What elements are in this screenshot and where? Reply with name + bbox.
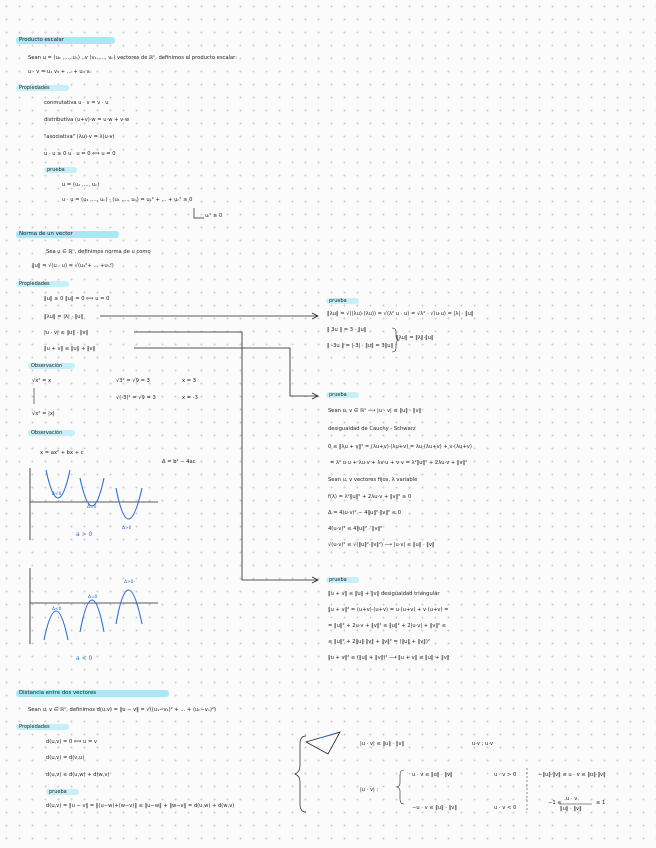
subtitle-observacion: Observación xyxy=(28,363,75,369)
right-note: −1 ≤ xyxy=(548,800,562,806)
right-note: |u · v| : xyxy=(360,787,379,793)
subtitle-propiedades: Propiedades xyxy=(16,281,69,287)
property-item: u · u ≥ 0 u · u = 0 ⟺ u = 0 xyxy=(44,151,116,157)
subtitle-prueba: prueba xyxy=(46,789,79,795)
proof-arrow xyxy=(194,208,204,218)
delta-label: Δ>0 xyxy=(122,526,132,531)
fraction-numerator: u · v xyxy=(566,796,578,802)
text-line: Sean u, v ∈ ℝⁿ, definimos d(u,v) = ‖u − v‖ = √((u₁−v₁)² + ... + (uₙ−vₙ)²) xyxy=(28,707,216,713)
proof-line: u = (u₁ ,..., uₙ) xyxy=(62,182,100,188)
text-line: Sean u = (u₁ ,..., uₙ) , v (v₁ ,..., vₙ) vectores de ℝⁿ, definimos el producto escalar: xyxy=(28,55,237,61)
delta-label: Δ>0 xyxy=(124,580,134,585)
connector-lines xyxy=(100,313,318,583)
subtitle-prueba: prueba xyxy=(326,392,359,398)
section-title-distancia: Distancia entre dos vectores xyxy=(16,690,169,697)
text-line: ‖u‖ = √(u · u) = √(u₁²+ ... +uₙ²) xyxy=(32,263,114,269)
proof-line: ‖ 3u ‖ = 3 · ‖u‖ xyxy=(327,327,367,333)
obs-line: √3² = √9 = 3 xyxy=(116,378,150,384)
right-note: u · v ≤ ‖u‖ · ‖v‖ xyxy=(412,772,453,778)
distance-property: d(u,v) = 0 ⟺ u = v xyxy=(46,739,98,745)
triangle-vector xyxy=(320,733,338,738)
proof-line: ‖u + v‖² = (u+v)·(u+v) = u·(u+v) + v·(u+v) = xyxy=(328,607,449,613)
right-note: u · v > 0 xyxy=(494,772,517,778)
delta-label: Δ=0 xyxy=(87,505,97,510)
right-note: |u · v| ≤ ‖u‖ · ‖v‖ xyxy=(360,741,405,747)
right-note: u · v < 0 xyxy=(494,805,517,811)
proof-line: 0 ≤ ‖λu + v‖² = (λu+v)·(λu+v) = λu·(λu+v) + v·(λu+v) xyxy=(328,444,472,450)
subtitle-observacion-2: Observación xyxy=(28,430,75,436)
right-note: u·v ; u·v xyxy=(472,741,494,747)
proof-line: f(λ) = λ²‖u‖² + 2λu·v + ‖v‖² ≥ 0 xyxy=(328,494,412,500)
proof-line: ‖u + v‖ ≤ ‖u‖ + ‖v‖ desigualdad triangular xyxy=(328,591,440,597)
proof-line: 4(u·v)² ≤ 4‖u‖² · ‖v‖² xyxy=(328,526,383,532)
property-item: conmutativa u · v = v · u xyxy=(44,100,109,106)
a-negative-label: a < 0 xyxy=(76,655,93,662)
proof-line: d(u,v) = ‖u − v‖ = ‖(u−w)+(w−v)‖ ≤ ‖u−w‖ + ‖w−v‖ = d(u,w) + d(w,v) xyxy=(46,803,235,809)
right-note: −u · v ≤ ‖u‖ · ‖v‖ xyxy=(412,805,457,811)
section-title-norma: Norma de un vector xyxy=(16,231,119,238)
proof-line: desigualdad de Cauchy - Schwarz xyxy=(328,426,416,432)
subtitle-prueba: prueba xyxy=(44,167,77,173)
right-note: −‖u‖·‖v‖ ≤ u · v ≤ ‖u‖·‖v‖ xyxy=(538,772,606,778)
property-item: "asociativa" (λu)·v = λ(u·v) xyxy=(44,134,115,140)
proof-line: uᵢ² ≥ 0 xyxy=(205,213,223,219)
fraction-denominator: ‖u‖ · ‖v‖ xyxy=(560,806,582,812)
proof-line: u · u = (u₁ ,..., uₙ) · (u₁ ,..., uₙ) = u₁² + ... + uₙ² ≥ 0 xyxy=(62,197,193,203)
property-item: distributiva (u+v)·w = u·w + v·w xyxy=(44,117,130,123)
proof-line: √(u·v)² ≤ √(‖u‖²·‖v‖²) ⟶ |u·v| ≤ ‖u‖ · ‖v‖ xyxy=(328,542,435,548)
norm-property: ‖λu‖ = |λ| · ‖u‖ xyxy=(44,314,84,320)
quadratic-formula: x = ax² + bx + c xyxy=(40,450,84,456)
brace xyxy=(295,736,306,812)
parabola-curve xyxy=(80,600,104,632)
parabola-curve xyxy=(46,470,70,498)
subtitle-prueba: prueba xyxy=(326,298,359,304)
proof-line: ‖λu‖ = √((λu)·(λu)) = √(λ² u · u) = √λ² · √(u·u) = |λ| · ‖u‖ xyxy=(327,311,474,317)
proof-line: ≤ ‖u‖² + 2‖u‖·‖v‖ + ‖v‖² = (‖u‖ + ‖v‖)² xyxy=(328,639,431,645)
brace xyxy=(392,328,399,352)
proof-line: Sean u, v ∈ ℝⁿ ⟶ |u · v| ≤ ‖u‖ · ‖v‖ xyxy=(328,408,422,414)
text-line: Sea u ∈ ℝⁿ, definimos norma de u como xyxy=(46,249,151,255)
discriminant-formula: Δ = b² − 4ac xyxy=(162,459,196,465)
triangle-sketch xyxy=(306,732,340,754)
parabola-curve xyxy=(116,488,142,519)
parabola-curve xyxy=(116,590,142,624)
obs-line: √x² = |x| xyxy=(32,411,55,417)
parabola-curve xyxy=(44,611,68,640)
subtitle-prueba: prueba xyxy=(326,577,359,583)
proof-line: ‖ -3u ‖ = |-3| · ‖u‖ = 3‖u‖ xyxy=(327,343,394,349)
proof-line: Δ = 4(u·v)² − 4‖u‖²·‖v‖² ≤ 0 xyxy=(328,510,402,516)
delta-label: Δ=0 xyxy=(88,595,98,600)
brace xyxy=(397,770,404,804)
obs-line: x = 3 xyxy=(182,378,197,384)
a-positive-label: a > 0 xyxy=(76,531,93,538)
proof-line: = λ² u·u + λu·v + λv·u + v·v = λ²‖u‖² + 2λu·v + ‖v‖² xyxy=(330,460,468,466)
obs-line: √(-3)² = √9 = 3 xyxy=(116,395,156,401)
parabola-graph-a-neg xyxy=(30,568,158,644)
text-line: u · v = u₁ v₁ + ... + uₙ vₙ xyxy=(28,69,92,75)
obs-line: √x² = x xyxy=(32,378,52,384)
proof-line: ‖λu‖ = ‖λ‖·‖u‖ xyxy=(396,335,434,341)
proof-line: = ‖u‖² + 2u·v + ‖v‖² ≤ ‖u‖² + 2|u·v| + ‖v‖² ≤ xyxy=(328,623,447,629)
distance-property: d(u,v) = d(v,u) xyxy=(46,755,85,761)
distance-property: d(u,v) ≤ d(u,w) + d(w,v) xyxy=(46,772,110,778)
subtitle-propiedades: Propiedades xyxy=(16,85,69,91)
delta-label: Δ<0 xyxy=(52,607,62,612)
norm-property: ‖u‖ ≥ 0 ‖u‖ = 0 ⟺ u = 0 xyxy=(44,296,110,302)
subtitle-propiedades: Propiedades xyxy=(16,724,69,730)
section-title-producto-escalar: Producto escalar xyxy=(16,37,115,44)
right-note: ≤ 1 xyxy=(596,800,606,806)
obs-line: x = -3 xyxy=(182,395,198,401)
norm-property: ‖u + v‖ ≤ ‖u‖ + ‖v‖ xyxy=(44,346,96,352)
norm-property: |u · v| ≤ ‖u‖ · ‖v‖ xyxy=(44,330,89,336)
proof-line: Sean u, v vectores fijos, λ variable xyxy=(328,477,418,483)
proof-line: ‖u + v‖² ≤ (‖u‖ + ‖v‖)² ⟶ ‖u + v‖ ≤ ‖u‖ + ‖v‖ xyxy=(328,655,450,661)
delta-label: Δ<0 xyxy=(52,492,62,497)
parabola-graph-a-pos xyxy=(30,468,158,540)
